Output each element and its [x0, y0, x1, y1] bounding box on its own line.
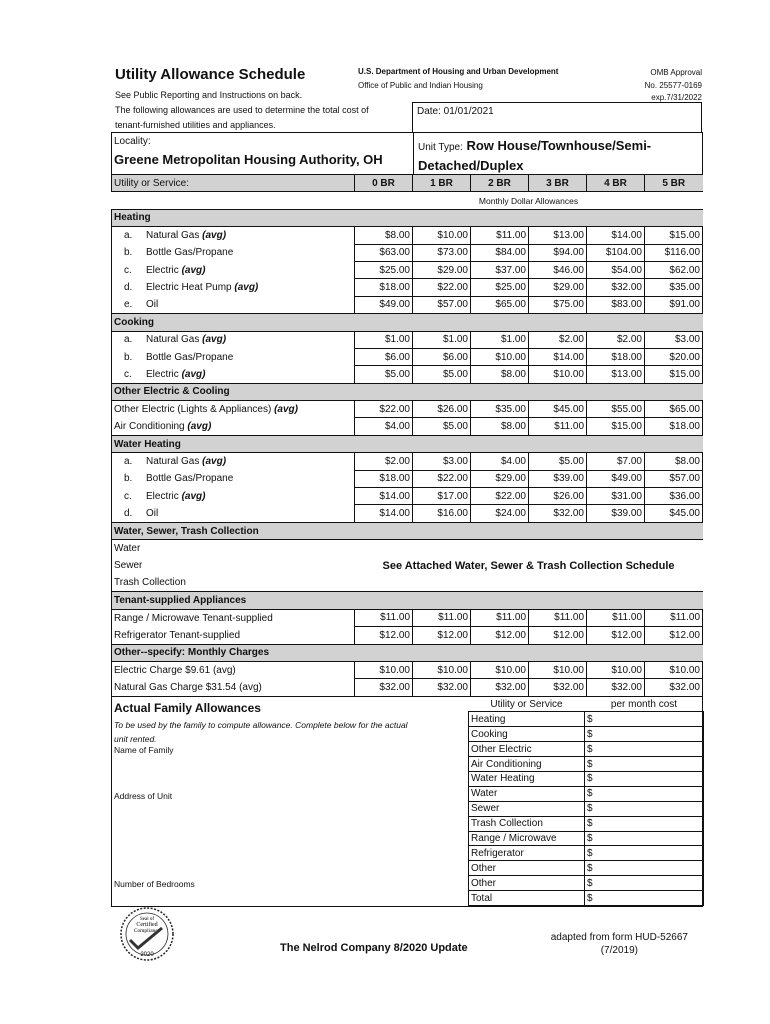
- allowance-item-row: [469, 757, 704, 772]
- allowance-value: $4.00: [355, 418, 413, 435]
- allowances-note-line: unit rented.: [114, 734, 157, 744]
- allowance-value: $32.00: [471, 679, 529, 696]
- allowance-item-row: [469, 801, 704, 816]
- row-label-text: Natural Gas: [146, 334, 200, 346]
- allowance-value: $14.00: [529, 348, 587, 365]
- allowance-value: $22.00: [413, 279, 471, 296]
- intro-text: [115, 88, 369, 133]
- allowance-value: $1.00: [413, 331, 471, 348]
- allowance-value: $12.00: [355, 627, 413, 644]
- row-label: Sewer: [112, 557, 355, 574]
- table-row: [112, 679, 703, 696]
- omb-approval: [645, 67, 702, 105]
- allowance-value: $8.00: [355, 227, 413, 244]
- allowance-value: $49.00: [587, 470, 645, 487]
- intro-line: The following allowances are used to determine the total cost of: [115, 105, 369, 115]
- table-row: [112, 627, 703, 644]
- bedroom-column-header: 4 BR: [587, 175, 645, 192]
- allowance-value: $29.00: [529, 279, 587, 296]
- allowance-cost-field[interactable]: $: [585, 742, 704, 757]
- avg-tag: (avg): [181, 490, 206, 502]
- row-label-text: Electric: [146, 368, 179, 380]
- bedroom-column-header: 1 BR: [413, 175, 471, 192]
- row-label: Water: [112, 540, 355, 557]
- allowance-value: $46.00: [529, 261, 587, 278]
- allowance-cost-field[interactable]: $: [585, 831, 704, 846]
- allowance-value: $32.00: [529, 505, 587, 522]
- row-letter: d.: [124, 507, 133, 519]
- actual-family-allowances: [111, 696, 703, 907]
- allowance-value: $5.00: [529, 453, 587, 470]
- row-label-text: Electric: [146, 490, 179, 502]
- allowance-item-label: Other: [469, 876, 585, 891]
- allowance-value: $10.00: [413, 227, 471, 244]
- allowance-value: $20.00: [645, 348, 703, 365]
- row-label: [112, 227, 355, 244]
- allowance-value: $10.00: [587, 661, 645, 678]
- locality-value: Greene Metropolitan Housing Authority, OH: [114, 152, 383, 167]
- allowance-item-row: [469, 771, 704, 786]
- row-label-text: Electric Heat Pump: [146, 282, 232, 294]
- allowance-cost-field[interactable]: $: [585, 816, 704, 831]
- allowance-value: $25.00: [355, 261, 413, 278]
- bedroom-column-header: 0 BR: [355, 175, 413, 192]
- allowance-value: $7.00: [587, 453, 645, 470]
- allowance-cost-field[interactable]: $: [585, 712, 704, 727]
- allowance-item-label: Water: [469, 786, 585, 801]
- row-letter: d.: [124, 282, 133, 294]
- allowance-value: $6.00: [355, 348, 413, 365]
- allowance-value: $24.00: [471, 505, 529, 522]
- row-label: [112, 679, 355, 696]
- allowance-value: $8.00: [471, 366, 529, 383]
- row-letter: e.: [124, 299, 133, 311]
- allowance-value: $37.00: [471, 261, 529, 278]
- row-letter: b.: [124, 351, 133, 363]
- allowance-item-label: Total: [469, 891, 585, 906]
- allowance-value: $13.00: [529, 227, 587, 244]
- allowance-value: $5.00: [413, 418, 471, 435]
- row-label-text: Natural Gas: [146, 230, 200, 242]
- row-label: [112, 661, 355, 678]
- col-cost-header: per month cost: [610, 698, 678, 710]
- row-label: [112, 418, 355, 435]
- row-letter: c.: [124, 368, 132, 380]
- allowance-value: $116.00: [645, 244, 703, 261]
- allowance-item-label: Other Electric: [469, 742, 585, 757]
- row-label-text: Oil: [146, 507, 159, 519]
- row-label-text: Other Electric (Lights & Appliances): [114, 404, 272, 416]
- table-row: [112, 488, 703, 505]
- section-title: Tenant-supplied Appliances: [112, 592, 703, 609]
- adapted-from: [551, 931, 688, 957]
- avg-tag: (avg): [202, 230, 227, 242]
- unit-type-value-1: Row House/Townhouse/Semi-: [466, 138, 652, 153]
- allowance-value: $32.00: [355, 679, 413, 696]
- row-label: [112, 279, 355, 296]
- adapted-line: adapted from form HUD-52667: [550, 932, 688, 943]
- allowance-value: $10.00: [529, 366, 587, 383]
- allowance-value: $10.00: [645, 661, 703, 678]
- bedroom-column-header: 2 BR: [471, 175, 529, 192]
- allowance-value: $94.00: [529, 244, 587, 261]
- table-row: [112, 418, 703, 435]
- row-label-text: Natural Gas: [146, 456, 200, 468]
- allowance-value: $14.00: [587, 227, 645, 244]
- row-label-text: Refrigerator Tenant-supplied: [114, 629, 241, 641]
- allowance-value: $54.00: [587, 261, 645, 278]
- table-row: [112, 261, 703, 278]
- omb-line: No. 25577-0169: [644, 80, 702, 90]
- seal-text: Seal of: [139, 917, 155, 922]
- table-row: [112, 296, 703, 313]
- allowance-value: $2.00: [529, 331, 587, 348]
- allowance-value: $15.00: [587, 418, 645, 435]
- intro-line: tenant-furnished utilities and appliances.: [115, 120, 276, 130]
- row-letter: b.: [124, 247, 133, 259]
- allowance-value: $5.00: [355, 366, 413, 383]
- allowance-value: $15.00: [645, 227, 703, 244]
- row-label: [112, 401, 355, 418]
- allowances-note: [114, 718, 408, 746]
- allowance-value: $57.00: [413, 296, 471, 313]
- row-label: [112, 505, 355, 522]
- locality-label: Locality:: [114, 136, 151, 147]
- allowance-value: $83.00: [587, 296, 645, 313]
- allowance-value: $12.00: [645, 627, 703, 644]
- table-row: [112, 401, 703, 418]
- allowance-value: $35.00: [471, 401, 529, 418]
- allowance-value: $36.00: [645, 488, 703, 505]
- table-row: [112, 279, 703, 296]
- allowance-value: $11.00: [645, 609, 703, 626]
- allowance-value: $14.00: [355, 505, 413, 522]
- row-label: [112, 609, 355, 626]
- table-row: [112, 453, 703, 470]
- seal-text: 2020: [140, 952, 154, 958]
- allowance-value: $75.00: [529, 296, 587, 313]
- allowance-value: $11.00: [413, 609, 471, 626]
- row-label: [112, 453, 355, 470]
- allowance-value: $11.00: [529, 418, 587, 435]
- allowance-cost-field[interactable]: $: [585, 786, 704, 801]
- allowance-value: $16.00: [413, 505, 471, 522]
- allowance-value: $10.00: [529, 661, 587, 678]
- allowance-value: $45.00: [645, 505, 703, 522]
- allowance-value: $4.00: [471, 453, 529, 470]
- row-label-text: Electric Charge $9.61 (avg): [114, 664, 236, 676]
- adapted-line: (7/2019): [600, 945, 638, 956]
- allowance-item-label: Refrigerator: [469, 846, 585, 861]
- office-name: Office of Public and Indian Housing: [358, 81, 483, 90]
- section-header-row: [112, 644, 703, 661]
- row-label: [112, 331, 355, 348]
- allowance-value: $32.00: [645, 679, 703, 696]
- allowance-value: $8.00: [645, 453, 703, 470]
- row-label: [112, 244, 355, 261]
- allowance-cost-field[interactable]: $: [585, 757, 704, 772]
- section-title: Water Heating: [112, 435, 703, 452]
- allowance-value: $15.00: [645, 366, 703, 383]
- unit-address-field[interactable]: Address of Unit: [114, 791, 173, 801]
- allowance-value: $5.00: [413, 366, 471, 383]
- avg-tag: (avg): [234, 282, 259, 294]
- allowance-value: $25.00: [471, 279, 529, 296]
- row-label: [112, 296, 355, 313]
- omb-line: exp.7/31/2022: [651, 93, 702, 102]
- row-label: [112, 470, 355, 487]
- allowance-value: $11.00: [355, 609, 413, 626]
- allowance-value: $35.00: [645, 279, 703, 296]
- row-letter: a.: [124, 334, 133, 346]
- allowance-value: $84.00: [471, 244, 529, 261]
- row-label: [112, 366, 355, 383]
- allowance-value: $12.00: [587, 627, 645, 644]
- allowance-cost-field[interactable]: $: [585, 727, 704, 742]
- row-label-text: Range / Microwave Tenant-supplied: [114, 612, 273, 624]
- section-header-row: [112, 209, 703, 226]
- allowance-value: $3.00: [413, 453, 471, 470]
- allowance-value: $73.00: [413, 244, 471, 261]
- allowance-value: $2.00: [587, 331, 645, 348]
- section-title: Cooking: [112, 314, 703, 331]
- row-letter: b.: [124, 473, 133, 485]
- table-row: [112, 227, 703, 244]
- allowance-value: $22.00: [413, 470, 471, 487]
- monthly-allowances-header: Monthly Dollar Allowances: [478, 195, 579, 206]
- intro-line: See Public Reporting and Instructions on back.: [115, 90, 303, 100]
- allowance-item-row: [469, 742, 704, 757]
- row-label: [112, 488, 355, 505]
- allowance-value: $65.00: [471, 296, 529, 313]
- allowances-note-line: To be used by the family to compute allowance. Complete below for the actual: [114, 720, 408, 730]
- allowance-value: $17.00: [413, 488, 471, 505]
- allowance-cost-field[interactable]: $: [585, 891, 704, 906]
- allowance-value: $26.00: [413, 401, 471, 418]
- allowance-value: $62.00: [645, 261, 703, 278]
- family-name-field[interactable]: Name of Family: [114, 745, 174, 755]
- allowance-item-label: Cooking: [469, 727, 585, 742]
- allowance-value: $31.00: [587, 488, 645, 505]
- allowance-value: $12.00: [471, 627, 529, 644]
- allowance-item-row: [469, 816, 704, 831]
- bedrooms-field[interactable]: Number of Bedrooms: [114, 879, 195, 889]
- allowance-value: $11.00: [587, 609, 645, 626]
- avg-tag: (avg): [202, 334, 227, 346]
- row-label: [112, 627, 355, 644]
- allowance-cost-field[interactable]: $: [585, 876, 704, 891]
- row-label: [112, 348, 355, 365]
- company-footer: The Nelrod Company 8/2020 Update: [280, 942, 468, 954]
- allowance-value: $26.00: [529, 488, 587, 505]
- row-letter: a.: [124, 456, 133, 468]
- col-service-header: Utility or Service: [490, 698, 563, 710]
- compliance-seal: [116, 906, 178, 962]
- locality-row: [111, 132, 703, 174]
- row-label-text: Bottle Gas/Propane: [146, 351, 234, 363]
- unit-type-box: [413, 133, 702, 175]
- row-label-text: Bottle Gas/Propane: [146, 247, 234, 259]
- section-header-row: [112, 314, 703, 331]
- allowance-item-label: Other: [469, 861, 585, 876]
- section-header-row: [112, 383, 703, 400]
- section-header-row: [112, 522, 703, 539]
- row-letter: a.: [124, 230, 133, 242]
- allowance-table: [111, 174, 703, 697]
- table-row: [112, 366, 703, 383]
- allowance-value: $39.00: [587, 505, 645, 522]
- allowance-value: $104.00: [587, 244, 645, 261]
- allowance-value: $55.00: [587, 401, 645, 418]
- allowance-value: $10.00: [471, 661, 529, 678]
- table-row: [112, 331, 703, 348]
- row-letter: c.: [124, 264, 132, 276]
- avg-tag: (avg): [187, 420, 212, 432]
- allowance-value: $18.00: [355, 470, 413, 487]
- row-label-text: Natural Gas Charge $31.54 (avg): [114, 682, 262, 694]
- allowance-value: $1.00: [355, 331, 413, 348]
- allowance-value: $10.00: [413, 661, 471, 678]
- avg-tag: (avg): [274, 404, 298, 416]
- table-row: [112, 470, 703, 487]
- row-label-text: Air Conditioning: [114, 420, 185, 432]
- allowance-cost-table: [468, 697, 704, 906]
- allowance-value: $10.00: [471, 348, 529, 365]
- allowance-value: $32.00: [529, 679, 587, 696]
- allowance-item-row: [469, 831, 704, 846]
- bedroom-column-header: 5 BR: [645, 175, 703, 192]
- table-row: [112, 540, 703, 557]
- allowance-value: $49.00: [355, 296, 413, 313]
- water-schedule-note: See Attached Water, Sewer & Trash Collection Schedule: [355, 540, 703, 592]
- allowance-item-label: Water Heating: [469, 771, 585, 786]
- section-header-row: [112, 592, 703, 609]
- column-header-row: [112, 175, 703, 192]
- allowance-value: $14.00: [355, 488, 413, 505]
- allowance-value: $22.00: [355, 401, 413, 418]
- allowance-value: $22.00: [471, 488, 529, 505]
- seal-text: Compliance: [133, 928, 161, 934]
- allowance-item-row: [469, 891, 704, 906]
- allowance-item-row: [469, 846, 704, 861]
- allowance-item-row: [469, 727, 704, 742]
- allowance-value: $13.00: [587, 366, 645, 383]
- section-title: Water, Sewer, Trash Collection: [112, 522, 703, 539]
- allowance-item-row: [469, 712, 704, 727]
- seal-text: Certified: [136, 922, 158, 928]
- omb-line: OMB Approval: [650, 68, 702, 77]
- allowance-value: $32.00: [587, 279, 645, 296]
- allowance-value: $45.00: [529, 401, 587, 418]
- allowance-value: $32.00: [587, 679, 645, 696]
- table-row: [112, 609, 703, 626]
- allowance-value: $12.00: [529, 627, 587, 644]
- row-label-text: Bottle Gas/Propane: [146, 473, 234, 485]
- allowance-value: $18.00: [587, 348, 645, 365]
- row-letter: c.: [124, 490, 132, 502]
- avg-tag: (avg): [181, 264, 206, 276]
- section-title: Other--specify: Monthly Charges: [112, 644, 703, 661]
- row-label-text: Electric: [146, 264, 179, 276]
- allowance-item-label: Range / Microwave: [469, 831, 585, 846]
- allowance-item-label: Sewer: [469, 801, 585, 816]
- allowance-value: $29.00: [413, 261, 471, 278]
- allowance-item-row: [469, 861, 704, 876]
- row-label: [112, 261, 355, 278]
- allowance-value: $63.00: [355, 244, 413, 261]
- service-header: Utility or Service:: [112, 175, 355, 192]
- allowances-title: Actual Family Allowances: [114, 701, 261, 715]
- table-row: [112, 505, 703, 522]
- bedroom-column-header: 3 BR: [529, 175, 587, 192]
- blank-cell: [112, 192, 355, 209]
- allowance-value: $10.00: [355, 661, 413, 678]
- sub-header-row: [112, 192, 703, 209]
- allowance-value: $6.00: [413, 348, 471, 365]
- allowance-form: [111, 132, 703, 697]
- table-row: [112, 348, 703, 365]
- section-header-row: [112, 435, 703, 452]
- section-title: Other Electric & Cooling: [112, 383, 703, 400]
- allowance-value: $57.00: [645, 470, 703, 487]
- allowance-value: $91.00: [645, 296, 703, 313]
- date-box: Date: 01/01/2021: [412, 102, 702, 132]
- allowance-value: $18.00: [355, 279, 413, 296]
- avg-tag: (avg): [202, 456, 227, 468]
- allowance-value: $65.00: [645, 401, 703, 418]
- allowance-value: $18.00: [645, 418, 703, 435]
- allowance-value: $3.00: [645, 331, 703, 348]
- allowance-value: $12.00: [413, 627, 471, 644]
- allowance-item-label: Air Conditioning: [469, 757, 585, 772]
- avg-tag: (avg): [181, 368, 206, 380]
- allowance-value: $2.00: [355, 453, 413, 470]
- form-title: Utility Allowance Schedule: [115, 66, 306, 83]
- allowance-value: $11.00: [471, 609, 529, 626]
- row-label: Trash Collection: [112, 574, 355, 591]
- allowance-value: $1.00: [471, 331, 529, 348]
- section-title: Heating: [112, 209, 703, 226]
- allowance-cost-field[interactable]: $: [585, 771, 704, 786]
- allowance-cost-field[interactable]: $: [585, 801, 704, 816]
- allowance-value: $32.00: [413, 679, 471, 696]
- table-row: [112, 661, 703, 678]
- unit-type-label: Unit Type:: [418, 142, 463, 153]
- allowance-cost-field[interactable]: $: [585, 861, 704, 876]
- allowance-value: $29.00: [471, 470, 529, 487]
- allowance-item-label: Heating: [469, 712, 585, 727]
- allowance-value: $11.00: [471, 227, 529, 244]
- allowance-item-row: [469, 876, 704, 891]
- table-row: [112, 244, 703, 261]
- allowance-value: $11.00: [529, 609, 587, 626]
- row-label-text: Oil: [146, 299, 159, 311]
- agency-name: U.S. Department of Housing and Urban Development: [358, 67, 559, 76]
- allowance-item-row: [469, 786, 704, 801]
- allowance-cost-field[interactable]: $: [585, 846, 704, 861]
- allowance-value: $39.00: [529, 470, 587, 487]
- unit-type-value-2: Detached/Duplex: [418, 158, 524, 173]
- allowance-item-label: Trash Collection: [469, 816, 585, 831]
- allowance-value: $8.00: [471, 418, 529, 435]
